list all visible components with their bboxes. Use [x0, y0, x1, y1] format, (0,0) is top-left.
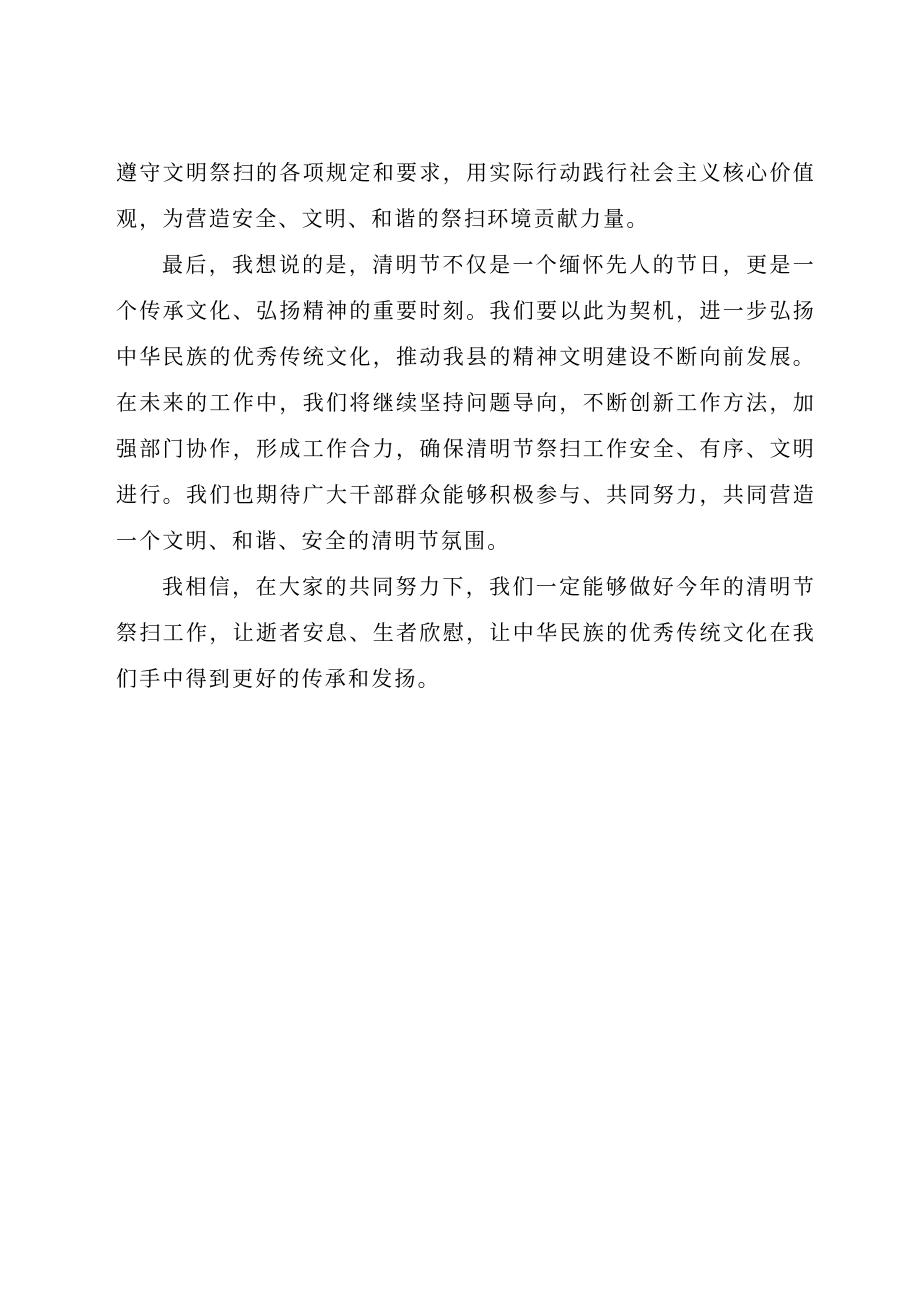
paragraph-closing-remarks: 最后，我想说的是，清明节不仅是一个缅怀先人的节日，更是一个传承文化、弘扬精神的重要时刻。我们要以此为契机，进一步弘扬中华民族的优秀传统文化，推动我县的精神文明建设不断向前发展。在未来的工作中，我们将继续坚持问题导向，不断创新工作方法，加强部门协作，形成工作合力，确保清明节祭扫工作安全、有序、文明进行。我们也期待广大干部群众能够积极参与、共同努力，共同营造一个文明、和谐、安全的清明节氛围。 — [116, 253, 816, 553]
paragraph-final-statement: 我相信，在大家的共同努力下，我们一定能够做好今年的清明节祭扫工作，让逝者安息、生者欣慰，让中华民族的优秀传统文化在我们手中得到更好的传承和发扬。 — [116, 575, 816, 691]
document-body — [116, 150, 816, 702]
paragraph-continuation: 遵守文明祭扫的各项规定和要求，用实际行动践行社会主义核心价值观，为营造安全、文明、和谐的祭扫环境贡献力量。 — [116, 161, 816, 231]
